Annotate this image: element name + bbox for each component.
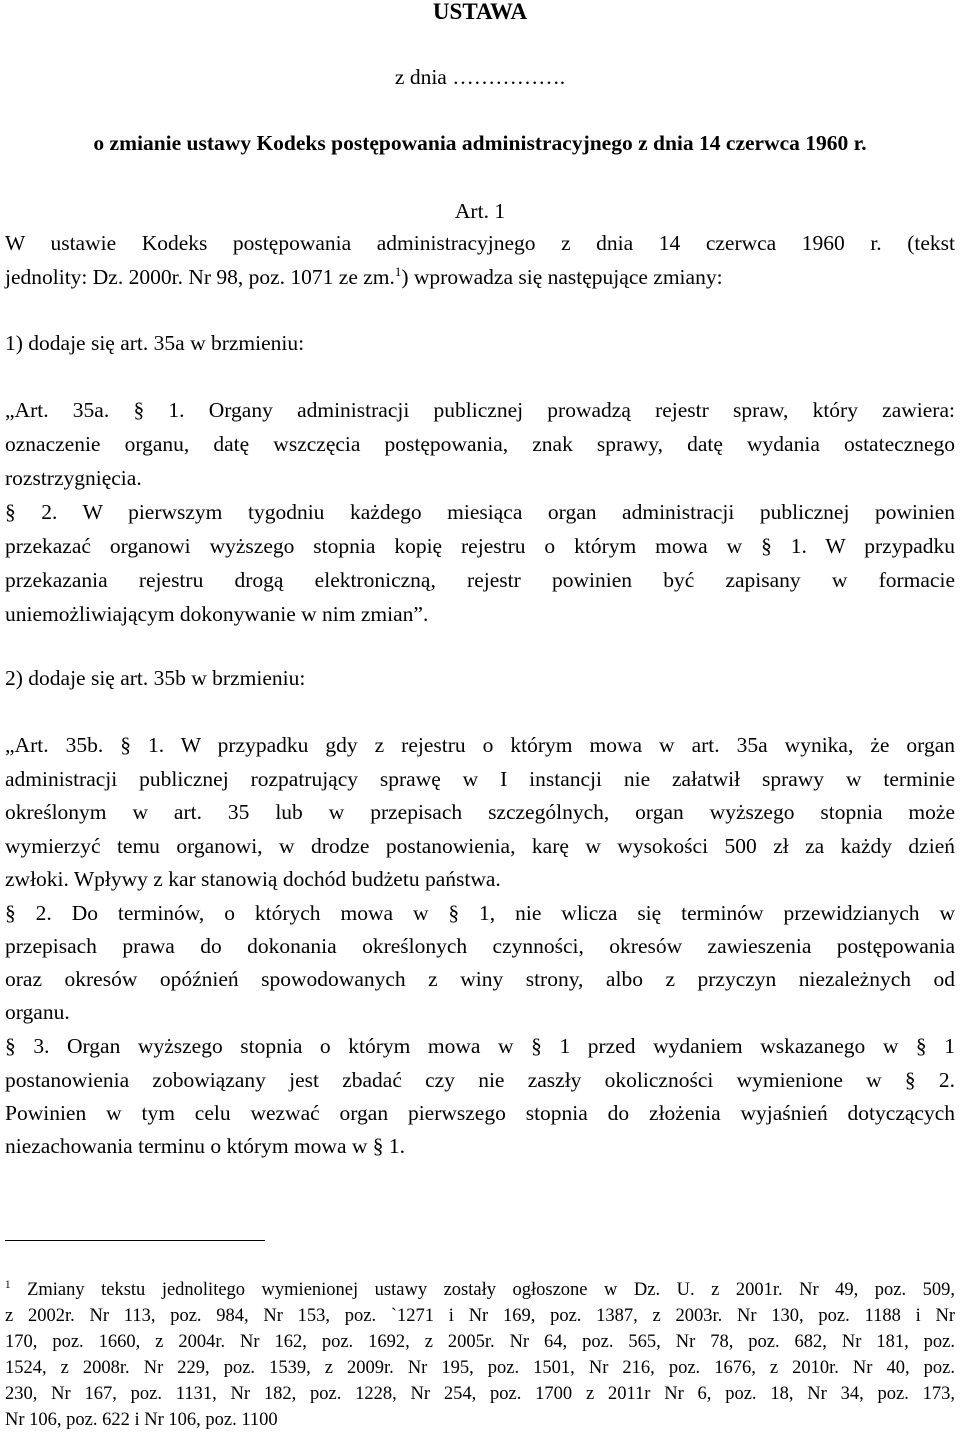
art35b-line: Powinien w tym celu wezwać organ pierwszego stopnia do złożenia wyjaśnień dotyczących [5, 1101, 955, 1125]
art35b-line: oraz okresów opóźnień spowodowanych z winy strony, albo z przyczyn niezależnych od [5, 967, 955, 991]
article-heading: Art. 1 [454, 199, 506, 223]
art35b-line: przepisach prawa do dokonania określonych czynności, okresów zawieszenia postępowania [5, 934, 955, 958]
intro-line-2 [5, 262, 955, 292]
footnote-text: Zmiany tekstu jednolitego wymienionej ustawy zostały ogłoszone w Dz. U. z 2001r. Nr 49, poz. 509, [27, 1280, 955, 1300]
document-subtitle: o zmianie ustawy Kodeks postępowania administracyjnego z dnia 14 czerwca 1960 r. [93, 131, 867, 155]
art35b-line: § 3. Organ wyższego stopnia o którym mowa w § 1 przed wydaniem wskazanego w § 1 [5, 1034, 955, 1058]
art35b-line: organu. [5, 1000, 70, 1024]
date-line: z dnia ……………. [394, 65, 566, 89]
art35a-line: rozstrzygnięcia. [5, 466, 142, 490]
art35a-line: „Art. 35a. § 1. Organy administracji publicznej prowadzą rejestr spraw, który zawiera: [5, 398, 955, 422]
intro-text: jednolity: Dz. 2000r. Nr 98, poz. 1071 ze zm. [5, 265, 395, 289]
footnote-line: 230, Nr 167, poz. 1131, Nr 182, poz. 1228, Nr 254, poz. 1700 z 2011r Nr 6, poz. 18, Nr 34, poz. 173, [5, 1384, 955, 1404]
footnote-line: z 2002r. Nr 113, poz. 984, Nr 153, poz. `1271 i Nr 169, poz. 1387, z 2003r. Nr 130, poz. 1188 i Nr [5, 1306, 955, 1326]
art35a-line: uniemożliwiającym dokonywanie w nim zmian”. [5, 602, 429, 626]
point-1: 1) dodaje się art. 35a w brzmieniu: [5, 331, 305, 355]
point-2: 2) dodaje się art. 35b w brzmieniu: [5, 666, 306, 690]
art35b-line: wymierzyć temu organowi, w drodze postanowienia, karę w wysokości 500 zł za każdy dzień [5, 834, 955, 858]
art35a-line: przekazać organowi wyższego stopnia kopię rejestru o którym mowa w § 1. W przypadku [5, 534, 955, 558]
art35b-line: „Art. 35b. § 1. W przypadku gdy z rejestru o którym mowa w art. 35a wynika, że organ [5, 733, 955, 757]
art35b-line: § 2. Do terminów, o których mowa w § 1, nie wlicza się terminów przewidzianych w [5, 901, 955, 925]
footnote-reference: 1 [394, 264, 402, 279]
footnote-line: 170, poz. 1660, z 2004r. Nr 162, poz. 1692, z 2005r. Nr 64, poz. 565, Nr 78, poz. 682, Nr 181, poz. [5, 1332, 955, 1352]
intro-line-1: W ustawie Kodeks postępowania administracyjnego z dnia 14 czerwca 1960 r. (tekst [5, 231, 955, 255]
footnote-marker: 1 [5, 1278, 11, 1291]
footnote-line: Nr 106, poz. 622 i Nr 106, poz. 1100 [5, 1410, 278, 1430]
art35b-line: postanowienia zobowiązany jest zbadać czy nie zaszły okoliczności wymienione w § 2. [5, 1068, 955, 1092]
document-title: USTAWA [432, 0, 528, 24]
art35b-line: określonym w art. 35 lub w przepisach szczególnych, organ wyższego stopnia może [5, 800, 955, 824]
art35b-line: administracji publicznej rozpatrujący sprawę w I instancji nie załatwił sprawy w terminie [5, 767, 955, 791]
art35a-line: oznaczenie organu, datę wszczęcia postępowania, znak sprawy, datę wydania ostatecznego [5, 432, 955, 456]
footnote-separator [5, 1240, 265, 1241]
art35b-line: zwłoki. Wpływy z kar stanowią dochód budżetu państwa. [5, 867, 501, 891]
art35a-line: przekazania rejestru drogą elektroniczną, rejestr powinien być zapisany w formacie [5, 568, 955, 592]
footnote-line [5, 1277, 955, 1303]
art35b-line: niezachowania terminu o którym mowa w § 1. [5, 1134, 406, 1158]
footnote-line: 1524, z 2008r. Nr 229, poz. 1539, z 2009r. Nr 195, poz. 1501, Nr 216, poz. 1676, z 2010r. Nr 40, poz. [5, 1358, 955, 1378]
art35a-line: § 2. W pierwszym tygodniu każdego miesiąca organ administracji publicznej powinien [5, 500, 955, 524]
intro-text-continued: ) wprowadza się następujące zmiany: [401, 265, 723, 289]
